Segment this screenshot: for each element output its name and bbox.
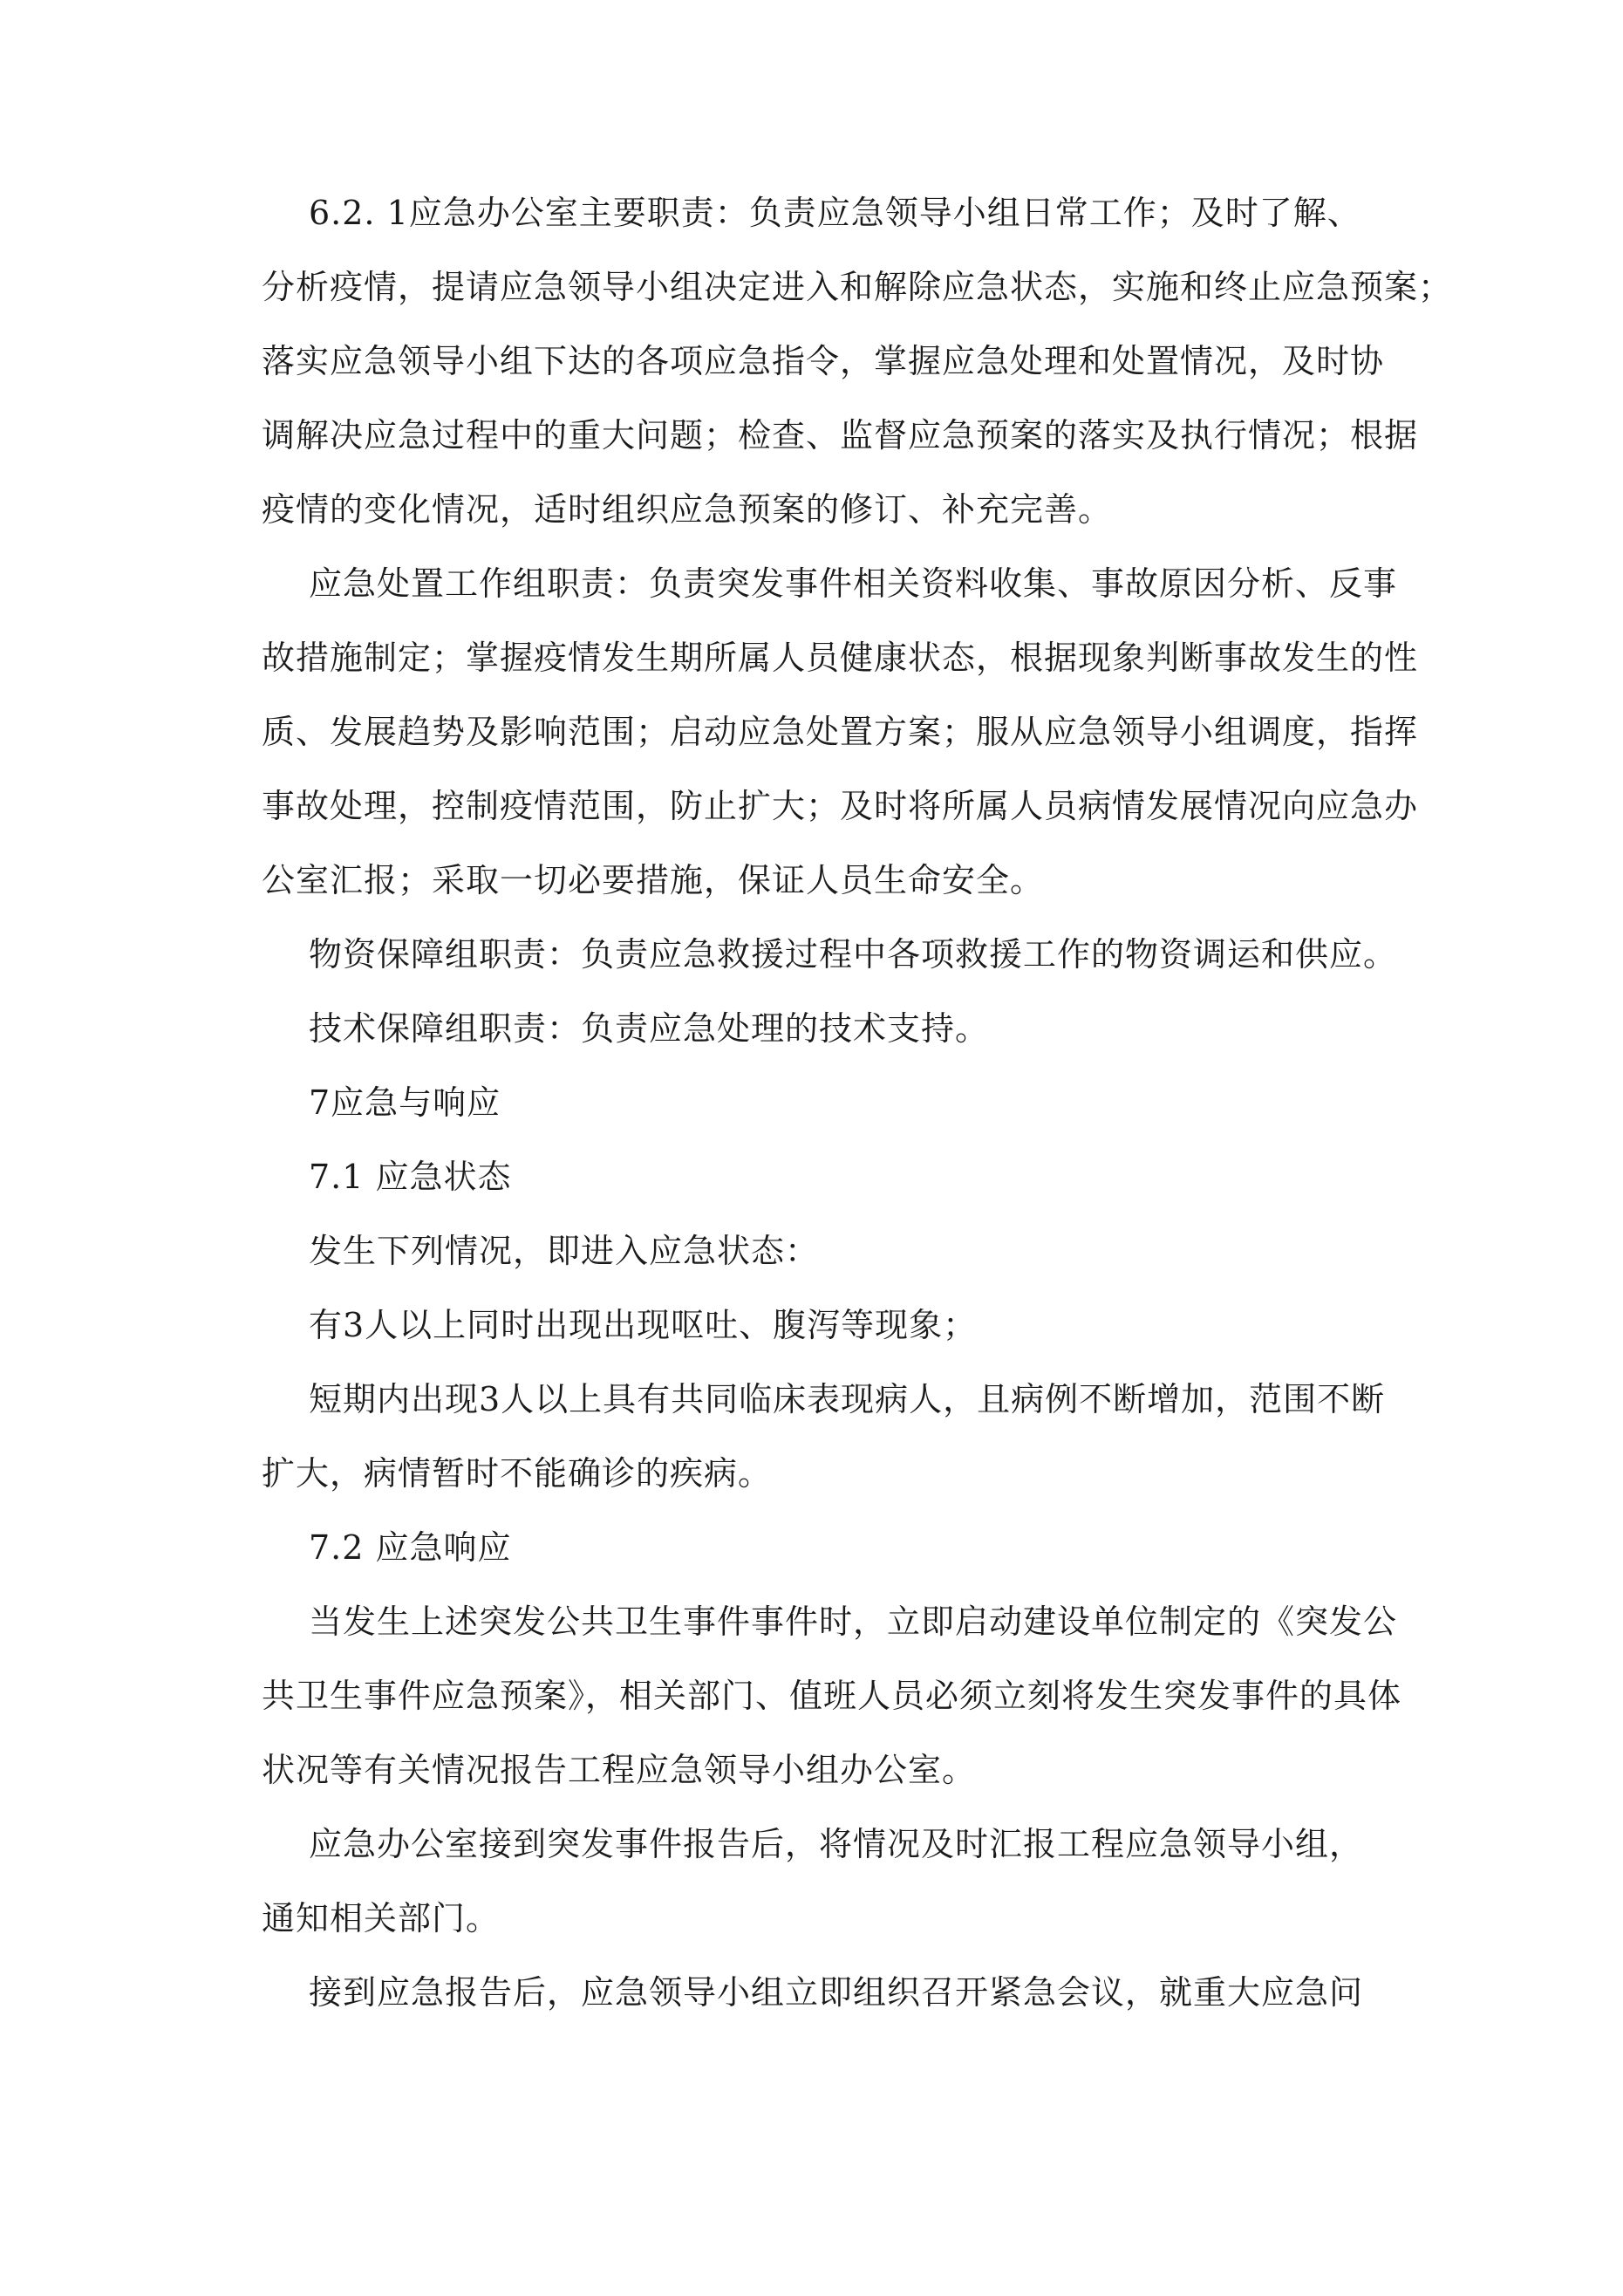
paragraph-line: 应急办公室接到突发事件报告后，将情况及时汇报工程应急领导小组，	[309, 1825, 1364, 1863]
paragraph-line: 当发生上述突发公共卫生事件事件时，立即启动建设单位制定的《突发公	[309, 1602, 1398, 1641]
paragraph-line: 事故处理，控制疫情范围，防止扩大；及时将所属人员病情发展情况向应急办	[262, 787, 1419, 825]
paragraph-line: 疫情的变化情况，适时组织应急预案的修订、补充完善。	[262, 490, 1113, 529]
paragraph-line: 公室汇报；采取一切必要措施，保证人员生命安全。	[262, 861, 1045, 899]
paragraph-line: 分析疫情，提请应急领导小组决定进入和解除应急状态，实施和终止应急预案；	[262, 268, 1453, 306]
paragraph-line: 物资保障组职责：负责应急救援过程中各项救援工作的物资调运和供应。	[309, 935, 1398, 974]
paragraph-line: 技术保障组职责：负责应急处理的技术支持。	[309, 1009, 990, 1048]
paragraph-line: 调解决应急过程中的重大问题；检查、监督应急预案的落实及执行情况；根据	[262, 416, 1419, 454]
paragraph-line: 通知相关部门。	[262, 1899, 501, 1937]
section-heading: 7应急与响应	[309, 1083, 501, 1122]
subsection-heading: 7.2 应急响应	[309, 1528, 512, 1567]
paragraph-line: 扩大，病情暂时不能确诊的疾病。	[262, 1454, 773, 1493]
paragraph-line: 接到应急报告后，应急领导小组立即组织召开紧急会议，就重大应急问	[309, 1973, 1364, 2012]
paragraph-line: 有3人以上同时出现出现呕吐、腹泻等现象；	[309, 1306, 978, 1344]
paragraph-line: 应急处置工作组职责：负责突发事件相关资料收集、事故原因分析、反事	[309, 564, 1398, 603]
paragraph-line: 落实应急领导小组下达的各项应急指令，掌握应急处理和处置情况，及时协	[262, 342, 1385, 380]
paragraph-line: 故措施制定；掌握疫情发生期所属人员健康状态，根据现象判断事故发生的性	[262, 639, 1419, 677]
paragraph-line: 发生下列情况，即进入应急状态：	[309, 1232, 820, 1270]
subsection-heading: 7.1 应急状态	[309, 1158, 512, 1196]
paragraph-line: 质、发展趋势及影响范围；启动应急处置方案；服从应急领导小组调度，指挥	[262, 713, 1419, 751]
paragraph-line: 6.2. 1应急办公室主要职责：负责应急领导小组日常工作；及时了解、	[309, 194, 1361, 232]
paragraph-line: 短期内出现3人以上具有共同临床表现病人，且病例不断增加，范围不断	[309, 1380, 1386, 1418]
paragraph-line: 共卫生事件应急预案》，相关部门、值班人员必须立刻将发生突发事件的具体	[262, 1677, 1402, 1715]
paragraph-line: 状况等有关情况报告工程应急领导小组办公室。	[262, 1751, 977, 1789]
